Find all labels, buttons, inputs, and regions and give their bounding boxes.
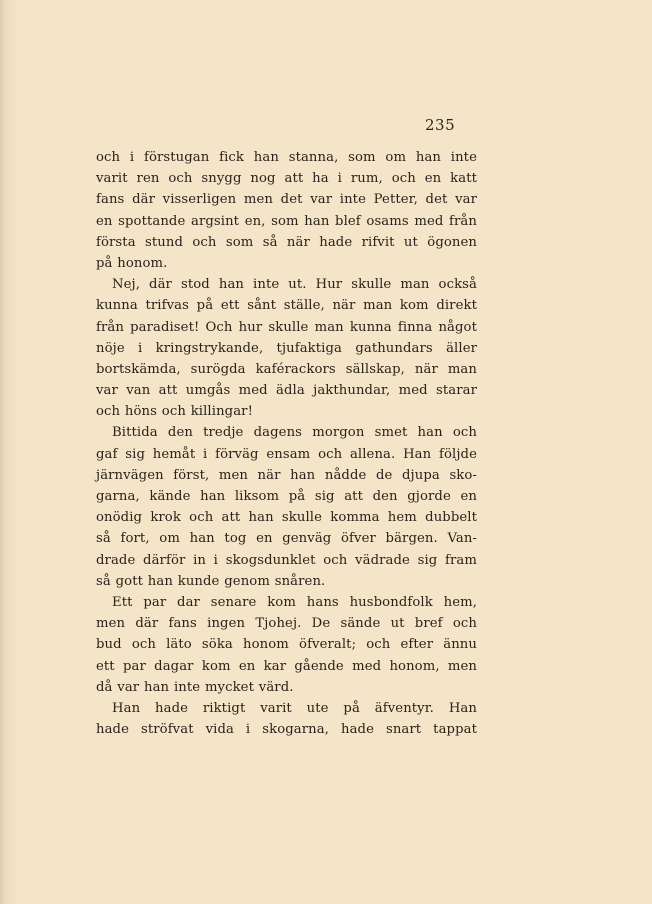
text-line: Nej, där stod han inte ut. Hur skulle man också <box>112 277 477 293</box>
text-line: garna, kände han liksom på sig att den gjorde en <box>96 489 477 504</box>
text-line: Han hade riktigt varit ute på äfventyr. Han <box>112 700 477 716</box>
text-line: nöje i kringstrykande, tjufaktiga gathundars äller <box>96 340 477 356</box>
text-line: onödig krok och att han skulle komma hem dubbelt <box>96 510 477 526</box>
body-text <box>96 147 477 740</box>
text-line: och i förstugan fick han stanna, som om han inte <box>96 150 477 165</box>
text-line: fans där visserligen men det var inte Petter, det var <box>96 192 477 208</box>
text-line: så fort, om han tog en genväg öfver bärgen. Van- <box>96 531 477 547</box>
text-line: så gott han kunde genom snåren. <box>96 573 326 589</box>
text-line: var van att umgås med ädla jakthundar, med starar <box>96 383 477 399</box>
text-line: en spottande argsint en, som han blef osams med från <box>96 213 477 229</box>
text-line: gaf sig hemåt i förväg ensam och allena. Han följde <box>96 446 477 462</box>
text-line: och höns och killingar! <box>96 404 253 420</box>
text-line: ett par dagar kom en kar gående med honom, men <box>96 658 477 674</box>
text-line: på honom. <box>96 255 168 271</box>
text-line: hade ströfvat vida i skogarna, hade snart tappat <box>96 722 477 738</box>
text-line: första stund och som så när hade rifvit ut ögonen <box>96 234 477 250</box>
text-line: bud och läto söka honom öfveralt; och efter ännu <box>96 637 477 653</box>
text-line: men där fans ingen Tjohej. De sände ut bref och <box>96 616 477 632</box>
text-line: då var han inte mycket värd. <box>96 679 294 695</box>
text-line: drade därför in i skogsdunklet och vädrade sig fram <box>96 552 477 568</box>
page-number: 235 <box>425 116 456 134</box>
text-line: bortskämda, surögda kaférackors sällskap, när man <box>96 361 477 377</box>
text-line: från paradiset! Och hur skulle man kunna finna något <box>96 319 477 335</box>
text-line: Bittida den tredje dagens morgon smet han och <box>112 425 477 441</box>
text-line: kunna trifvas på ett sånt ställe, när man kom direkt <box>96 298 477 314</box>
text-line: Ett par dar senare kom hans husbondfolk hem, <box>112 594 477 610</box>
text-line: varit ren och snygg nog att ha i rum, och en katt <box>96 171 477 187</box>
text-line: järnvägen först, men när han nådde de djupa sko- <box>96 467 477 483</box>
